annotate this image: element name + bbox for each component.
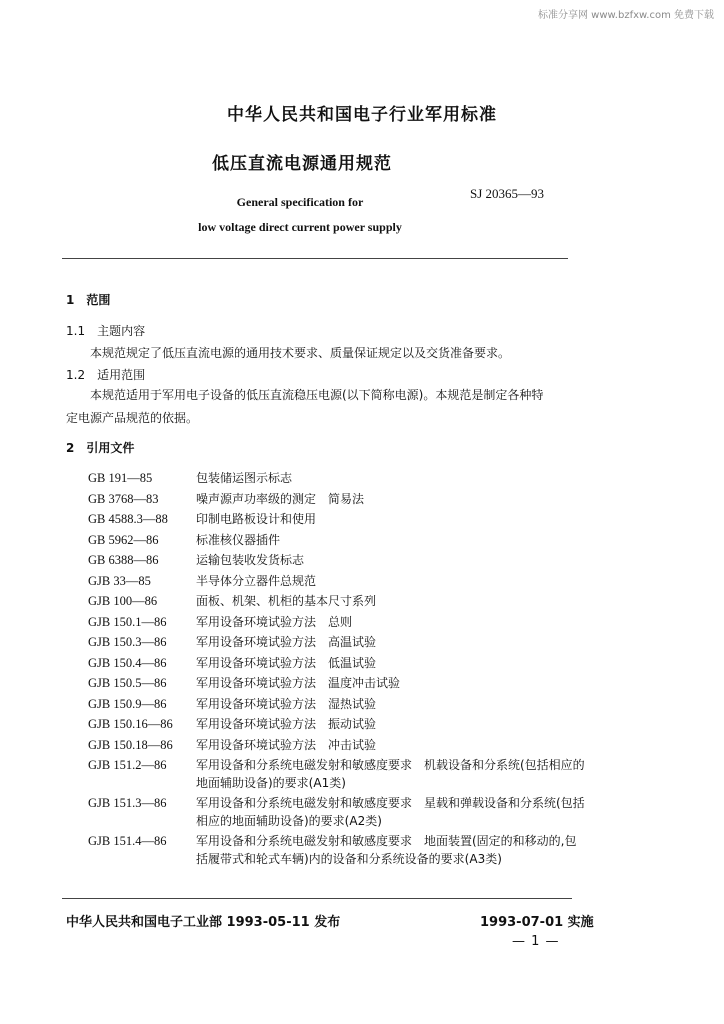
reference-code: GJB 150.9—86 [88,696,167,711]
reference-code: GJB 151.2—86 [88,758,167,772]
reference-title: 军用设备和分系统电磁发射和敏感度要求 机载设备和分系统(包括相应的地面辅助设备)的要求(A1类) [196,758,585,790]
standard-code: SJ 20365—93 [470,186,545,201]
reference-item [88,716,588,734]
reference-item [88,675,588,693]
reference-code: GB 6388—86 [88,553,159,567]
reference-code: GJB 150.5—86 [88,676,167,690]
reference-item [88,552,588,570]
reference-code: GJB 33—85 [88,573,151,588]
reference-code: GJB 151.4—86 [88,834,167,848]
reference-code: GJB 150.16—86 [88,717,173,731]
reference-code: GB 4588.3—88 [88,512,168,526]
reference-item [88,634,588,652]
reference-item [88,696,588,714]
reference-code: GB 191—85 [88,471,153,485]
reference-title: 半导体分立器件总规范 [196,573,317,588]
reference-title: 面板、机架、机柜的基本尺寸系列 [196,594,377,608]
reference-code: GJB 150.1—86 [88,614,167,629]
reference-item [88,511,588,529]
reference-title: 噪声源声功率级的测定 简易法 [196,491,365,506]
footer-divider [62,898,572,899]
effective-date: 1993-07-01 实施 [480,915,594,930]
watermark: 标准分享网 www.bzfxw.com 免费下载 [538,10,714,21]
section-1-heading: 1 范围 [66,293,111,307]
reference-title: 包装储运图示标志 [196,471,293,485]
reference-item [88,491,588,509]
section-1-1-heading: 1.1 主题内容 [66,324,146,338]
reference-title: 印制电路板设计和使用 [196,512,317,526]
section-1-2-text-line1: 本规范适用于军用电子设备的低压直流稳压电源(以下简称电源)。本规范是制定各种特 [90,388,544,402]
reference-title: 军用设备和分系统电磁发射和敏感度要求 地面装置(固定的和移动的,包括履带式和轮式车辆)内的设备和分系统设备的要求(A3类) [196,834,577,866]
reference-item [88,614,588,632]
reference-item [88,833,588,868]
reference-title: 标准核仪器插件 [196,532,281,547]
reference-code: GJB 100—86 [88,594,158,608]
reference-item [88,795,588,830]
reference-item [88,737,588,755]
reference-code: GJB 150.4—86 [88,655,167,670]
english-title-line1: General specification for [236,195,364,209]
section-2-heading: 2 引用文件 [66,441,135,455]
section-1-1-text: 本规范规定了低压直流电源的通用技术要求、质量保证规定以及交货准备要求。 [90,346,511,360]
document-title: 低压直流电源通用规范 [212,154,392,174]
reference-code: GJB 150.3—86 [88,635,167,649]
reference-title: 军用设备环境试验方法 冲击试验 [196,737,377,752]
reference-title: 军用设备和分系统电磁发射和敏感度要求 星载和弹载设备和分系统(包括相应的地面辅助设备)的要求(A2类) [196,796,585,828]
section-1-2-text-line2: 定电源产品规范的依据。 [66,411,199,425]
header-divider [62,258,568,259]
reference-item [88,655,588,673]
reference-title: 军用设备环境试验方法 低温试验 [196,655,377,670]
reference-code: GB 3768—83 [88,491,159,506]
reference-item [88,593,588,611]
issue-statement: 中华人民共和国电子工业部 1993-05-11 发布 [66,915,341,930]
section-1-2-heading: 1.2 适用范围 [66,368,146,382]
page-number: — 1 — [512,934,560,949]
reference-title: 军用设备环境试验方法 高温试验 [196,635,377,649]
reference-title: 军用设备环境试验方法 湿热试验 [196,696,377,711]
reference-item [88,573,588,591]
reference-title: 军用设备环境试验方法 温度冲击试验 [196,676,401,690]
reference-code: GJB 151.3—86 [88,796,167,810]
english-title-line2: low voltage direct current power supply [198,220,402,234]
reference-title: 运输包装收发货标志 [196,553,305,567]
reference-code: GB 5962—86 [88,532,159,547]
reference-title: 军用设备环境试验方法 振动试验 [196,717,377,731]
reference-code: GJB 150.18—86 [88,737,173,752]
reference-item [88,532,588,550]
reference-list [88,470,588,871]
reference-item [88,470,588,488]
industry-standard-heading: 中华人民共和国电子行业军用标准 [227,105,497,125]
reference-item [88,757,588,792]
reference-title: 军用设备环境试验方法 总则 [196,614,353,629]
